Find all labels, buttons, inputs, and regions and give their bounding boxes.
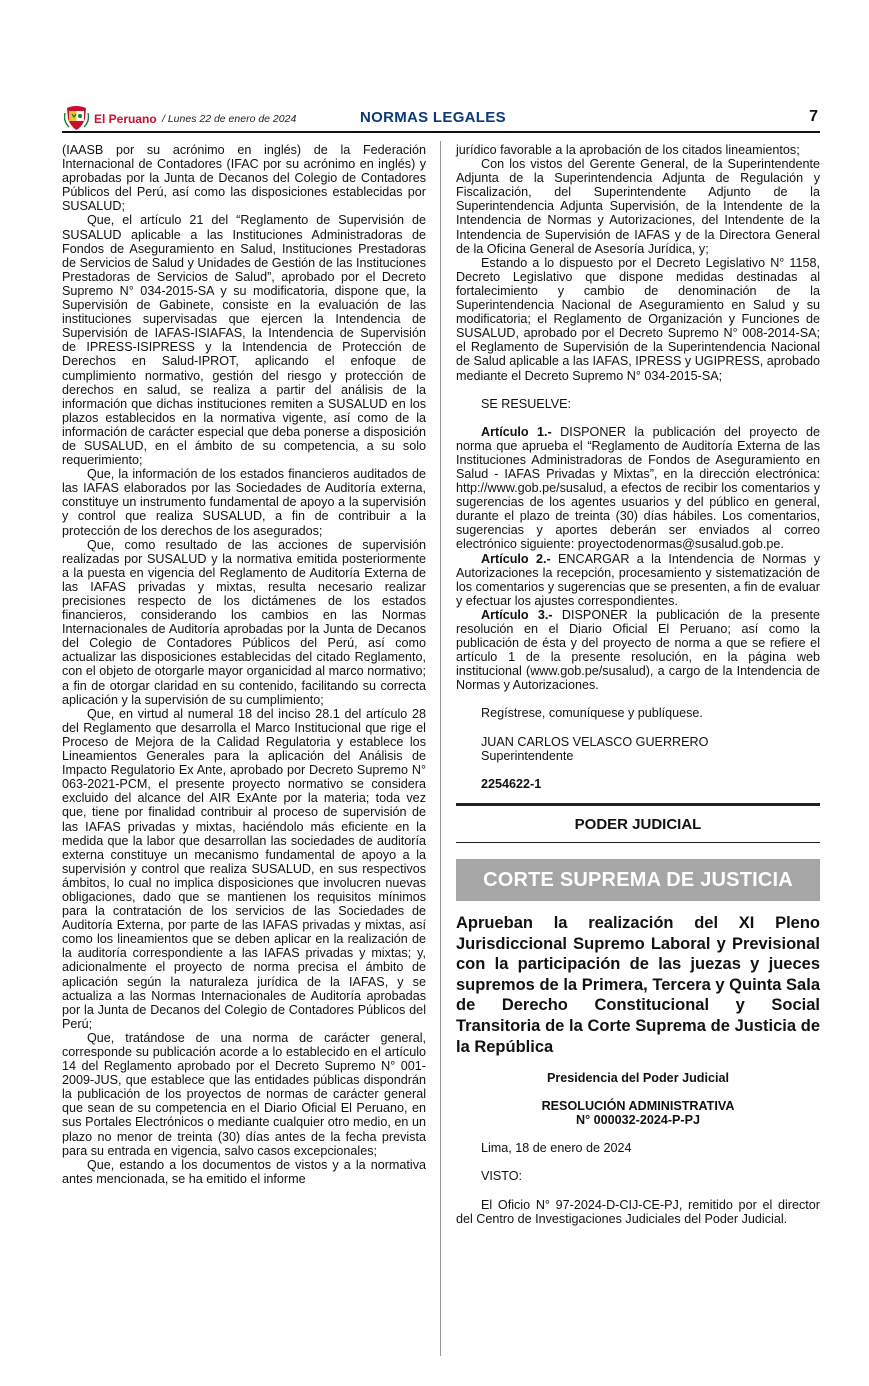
- resolution-type: RESOLUCIÓN ADMINISTRATIVA: [541, 1099, 735, 1114]
- document-code: 2254622-1: [481, 776, 542, 791]
- right-column: [456, 143, 820, 1226]
- paragraph: Que, como resultado de las acciones de supervisión realizadas por SUSALUD y la normativa emitida posteriormente a la puesta en vigencia del Reglamento de Auditoría Externa de las IAFAS privadas y mixtas, resulta necesario realizar precisiones respecto de los dictámenes de los estados financieros, considerando los cambios en las Normas Internacionales de Auditoría aprobadas por la Junta de Decanos del Colegio de Contadores Públicos del Perú, así como actualizar las disposiciones establecidas del citado Reglamento, con el objeto de otorgarle mayor organicidad al marco normativo; a fin de otorgar claridad en su contenido, facilitando su correcta aplicación y la supervisión de su cumplimiento;: [62, 537, 426, 707]
- article-2-label: Artículo 2.-: [481, 551, 551, 566]
- poder-judicial-heading: PODER JUDICIAL: [574, 815, 702, 833]
- article-2-text: ENCARGAR a la Intendencia de Normas y Autorizaciones la recepción, procesamiento y sistematización de los comentarios y sugerencias que se presenten, a fin de evaluar y efectuar los ajustes correspondientes.: [456, 551, 820, 608]
- paragraph: Que, en virtud al numeral 18 del inciso 28.1 del artículo 28 del Reglamento que desarrolla el Marco Institucional que rige el Proceso de Mejora de la Calidad Regulatoria y establece los Lineamientos Generales para la aplicación del Análisis de Impacto Regulatorio Ex Ante, aprobado por Decreto Supremo N° 063-2021-PCM, el presente proyecto normativo se considera excluido del alcance del AIR ExAnte por la materia; toda vez que, tiene por finalidad contribuir al proceso de supervisión de las IAFAS privadas y mixtas, haciéndolo más eficiente en la medida que la labor que desarrollan las sociedades de auditoría externa constituye un mecanismo fundamental de apoyo a la supervisión y control que realiza SUSALUD, en sus respectivos ámbitos, lo cual no implica disposiciones que involucren nuevas obligaciones, dado que se mantienen los requisitos mínimos para la contratación de los servicios de las Sociedades de Auditoría Externa, por parte de las IAFAS privadas y mixtas, así como los lineamientos que se deben aplicar en la realización de la auditoría correspondiente a las IAFAS privadas y mixtas; y, adicionalmente el proyecto de norma precisa el ámbito de aplicación según la naturaleza jurídica de la IAFAS, y se actualiza a las Normas Internacionales de Auditoría aprobadas por la Junta de Decanos del Colegio de Contadores Públicos del Perú;: [62, 706, 426, 1031]
- signer-name: JUAN CARLOS VELASCO GUERRERO: [481, 734, 709, 749]
- paragraph: Estando a lo dispuesto por el Decreto Legislativo N° 1158, Decreto Legislativo que dispone medidas destinadas al fortalecimiento y cambio de denominación de la Superintendencia Nacional de Aseguramiento en Salud y su modificatoria; el Reglamento de Organización y Funciones de SUSALUD, aprobado por el Decreto Supremo N° 008-2014-SA; el Reglamento de Supervisión de la Superintendencia Nacional de Salud aplicable a las IAFAS, IPRESS y UGIPRESS, aprobado mediante el Decreto Supremo N° 034-2015-SA;: [456, 255, 821, 383]
- paragraph: Que, el artículo 21 del “Reglamento de Supervisión de SUSALUD aplicable a las Instituciones Administradoras de Fondos de Aseguramiento en Salud, Instituciones Prestadoras de Servicios de Salud y Unidades de Gestión de las Instituciones Prestadoras de Servicios de Salud”, aprobado por el Decreto Supremo N° 034-2015-SA y su modificatoria, dispone que, la Supervisión de Gabinete, consiste en la evaluación de las instituciones supervisadas que ejercen la Intendencia de Supervisión de IAFAS-ISIAFAS, la Intendencia de Supervisión de IPRESS-ISIPRESS y la Intendencia de Protección de Derechos en Salud-IPROT, aplicando el enfoque de cumplimiento normativo, gestión del riesgo y protección de derechos en salud, se realiza a partir del análisis de la información que dichas instituciones remiten a SUSALUD en los plazos establecidos en la normativa vigente, así como de la información de carácter especial que deba ponerse a disposición de SUSALUD, en el ámbito de su competencia, a su solo requerimiento;: [62, 213, 426, 468]
- se-resuelve-heading: SE RESUELVE:: [481, 396, 572, 411]
- header-rule: [62, 131, 820, 133]
- paragraph: Que, tratándose de una norma de carácter general, corresponde su publicación acorde a lo establecido en el artículo 14 del Reglamento aprobado por el Decreto Supremo N° 001-2009-JUS, que establece que las entidades públicas dispondrán la publicación de los proyectos de normas de carácter general que sean de su competencia en el Diario Oficial El Peruano, en sus Portales Electrónicos o mediante cualquier otro medio, en un plazo no menor de treinta (30) días antes de la fecha prevista para su entrada en vigencia, salvo casos excepcionales;: [62, 1030, 426, 1158]
- left-column: [62, 143, 426, 1186]
- paragraph: Con los vistos del Gerente General, de la Superintendente Adjunta de la Superintendencia Adjunta de Regulación y Fiscalización, del Superintendente Adjunto de la Superintendencia Adjunta Supervisión, de la Intendente de la Intendencia de Normas y Autorizaciones, del Intendente de la Intendencia de Supervisión de IAFAS y de la Directora General de la Oficina General de Asesoría Jurídica, y;: [456, 157, 820, 256]
- coat-of-arms-icon: [64, 105, 89, 131]
- paragraph: (IAASB por su acrónimo en inglés) de la Federación Internacional de Contadores (IFAC por su acrónimo en inglés) y aprobadas por la Junta de Decanos del Colegio de Contadores Públicos del Perú, así como las disposiciones establecidas por SUSALUD;: [62, 143, 426, 214]
- paragraph: jurídico favorable a la aprobación de los citados lineamientos;: [456, 143, 800, 157]
- column-divider: [440, 141, 441, 1356]
- paragraph: El Oficio N° 97-2024-D-CIJ-CE-PJ, remitido por el director del Centro de Investigaciones Judiciales del Poder Judicial.: [456, 1197, 820, 1226]
- section-rule: [456, 803, 820, 806]
- page-header: [62, 104, 820, 134]
- article-1: [456, 425, 820, 552]
- page-number: 7: [809, 108, 818, 125]
- issuing-body: Presidencia del Poder Judicial: [547, 1071, 729, 1086]
- article-1-text: DISPONER la publicación del proyecto de norma que aprueba el “Reglamento de Auditoría Externa de las Instituciones Administradoras de Fondos de Aseguramiento en Salud - IAFAS Privadas y Mixtas”, en la dirección electrónica: http://www.gob.pe/susalud, a efectos de recibir los comentarios y sugerencias de los agentes usuarios y del público en general, durante el plazo de treinta (30) días hábiles. Los comentarios, sugerencias y aportes deberán ser enviados al correo electrónico siguiente: proyectodenormas@susalud.gob.pe.: [456, 424, 820, 552]
- heading-rule: [456, 842, 820, 843]
- signer-title: Superintendente: [481, 748, 574, 763]
- publication-date: / Lunes 22 de enero de 2024: [162, 113, 297, 125]
- closing-formula: Regístrese, comuníquese y publíquese.: [481, 706, 703, 721]
- resolution-date: Lima, 18 de enero de 2024: [481, 1141, 632, 1156]
- corte-suprema-banner: CORTE SUPREMA DE JUSTICIA: [456, 859, 820, 901]
- paragraph: Que, la información de los estados financieros auditados de las IAFAS elaborados por las Sociedades de Auditoría externa, constituye un instrumento fundamental de apoyo a la supervisión y control que realiza SUSALUD, a fin de contribuir a la protección de los derechos de los asegurados;: [62, 467, 426, 538]
- paragraph: Que, estando a los documentos de vistos y a la normativa antes mencionada, se ha emitido el informe: [62, 1157, 426, 1186]
- resolution-title: Aprueban la realización del XI Pleno Jurisdiccional Supremo Laboral y Previsional con la participación de las juezas y jueces supremos de la Primera, Tercera y Quinta Sala de Derecho Constitucional y Social Transitoria de la Corte Suprema de Justicia de la República: [456, 913, 820, 1056]
- article-3-text: DISPONER la publicación de la presente resolución en el Diario Oficial El Peruano; así como la publicación de ésta y del proyecto de norma a que se refiere el artículo 1 de la presente resolución, en la página web institucional (www.gob.pe/susalud), a cargo de la Intendencia de Normas y Autorizaciones.: [456, 607, 820, 693]
- article-3-label: Artículo 3.-: [481, 607, 553, 622]
- article-3: [456, 608, 820, 693]
- publication-name: El Peruano: [94, 112, 157, 126]
- article-1-label: Artículo 1.-: [481, 424, 552, 439]
- section-title: NORMAS LEGALES: [360, 109, 506, 126]
- visto-heading: VISTO:: [481, 1169, 523, 1184]
- resolution-number: N° 000032-2024-P-PJ: [575, 1113, 701, 1128]
- article-2: [456, 552, 820, 608]
